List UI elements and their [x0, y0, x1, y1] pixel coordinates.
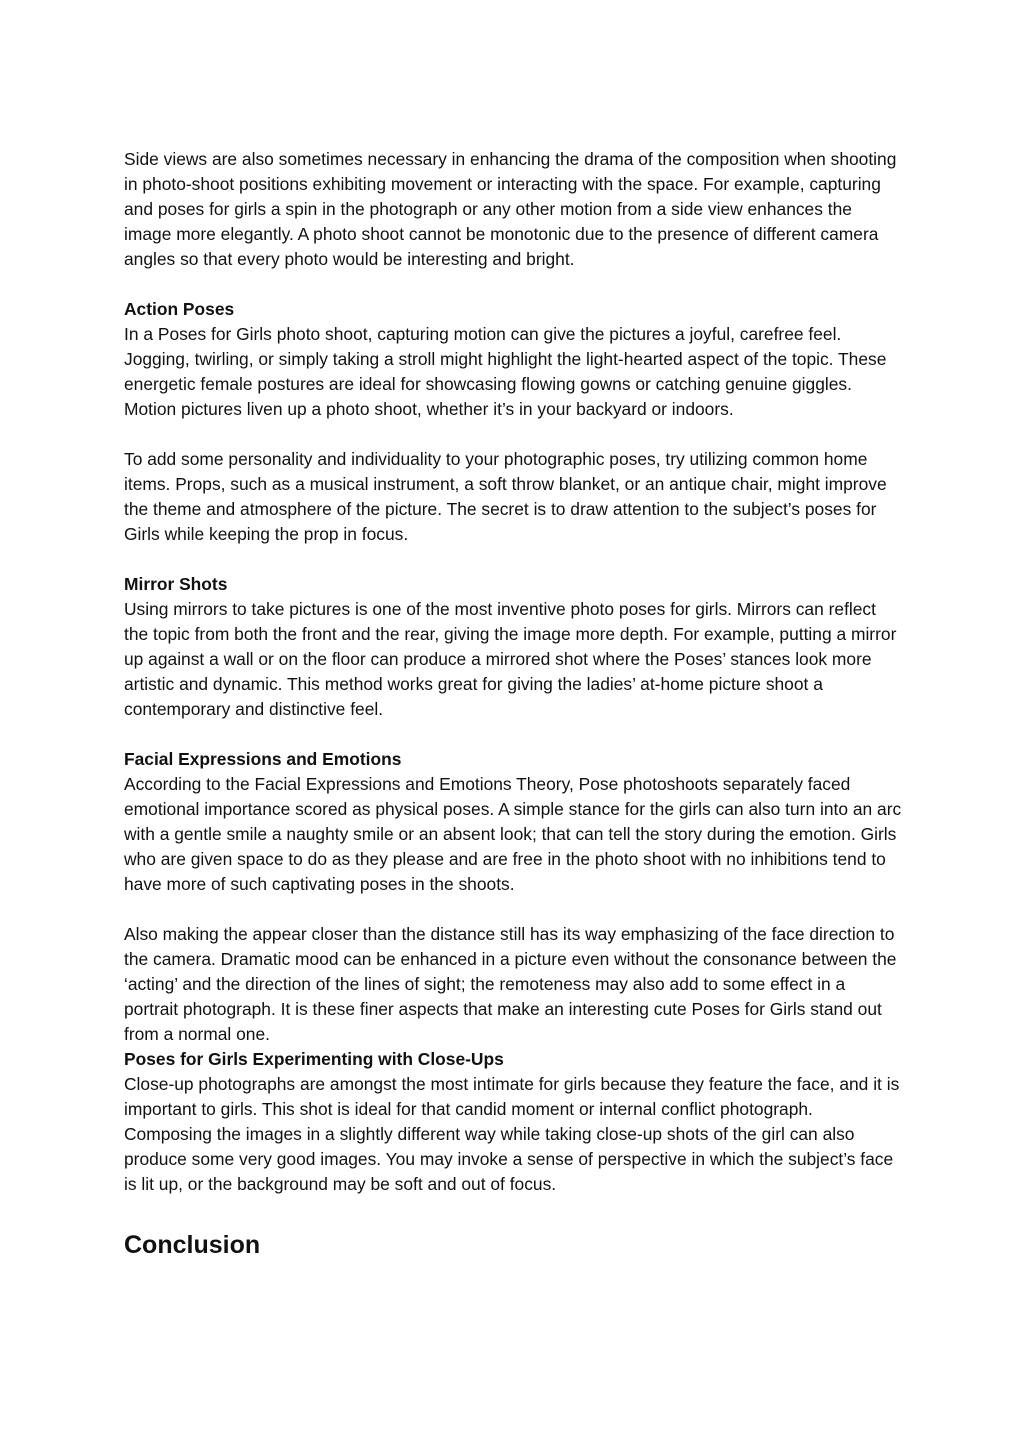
facial-expressions-paragraph-1: According to the Facial Expressions and Emotions Theory, Pose photoshoots separately faced emotional importance scored as physical poses. A simple stance for the girls can also turn into an arc with a gentle smile a naughty smile or an absent look; that can tell the story during the emotion. Girls who are given space to do as they please and are free in the photo shoot with no inhibitions tend to have more of such captivating poses in the shoots. [124, 774, 902, 894]
spacer [124, 897, 904, 922]
intro-paragraph: Side views are also sometimes necessary in enhancing the drama of the composition when shooting in photo-shoot positions exhibiting movement or interacting with the space. For example, capturing and poses for girls a spin in the photograph or any other motion from a side view enhances the image more elegantly. A photo shoot cannot be monotonic due to the presence of different camera angles so that every photo would be interesting and bright. [124, 149, 897, 269]
spacer [124, 722, 904, 747]
close-ups-paragraph: Close-up photographs are amongst the most intimate for girls because they feature the face, and it is important to girls. This shot is ideal for that candid moment or internal conflict photograph. Composing the images in a slightly different way while taking close-up shots of the girl can also produce some very good images. You may invoke a sense of perspective in which the subject’s face is lit up, or the background may be soft and out of focus. [124, 1074, 900, 1194]
section-heading-close-ups: Poses for Girls Experimenting with Close-Ups [124, 1049, 504, 1069]
section-heading-facial-expressions: Facial Expressions and Emotions [124, 749, 402, 769]
section-heading-mirror-shots: Mirror Shots [124, 574, 228, 594]
facial-expressions-paragraph-2: Also making the appear closer than the distance still has its way emphasizing of the face direction to the camera. Dramatic mood can be enhanced in a picture even without the consonance between the ‘acting’ and the direction of the lines of sight; the remoteness may also add to some effect in a portrait photograph. It is these finer aspects that make an interesting cute Poses for Girls stand out from a normal one. [124, 924, 897, 1044]
spacer [124, 547, 904, 572]
spacer [124, 422, 904, 447]
conclusion-heading: Conclusion [124, 1231, 261, 1259]
section-heading-action-poses: Action Poses [124, 299, 235, 319]
document-page [124, 147, 904, 1260]
action-poses-paragraph-2: To add some personality and individuality to your photographic poses, try utilizing common home items. Props, such as a musical instrument, a soft throw blanket, or an antique chair, might improve the theme and atmosphere of the picture. The secret is to draw attention to the subject’s poses for Girls while keeping the prop in focus. [124, 449, 887, 544]
mirror-shots-paragraph: Using mirrors to take pictures is one of the most inventive photo poses for girls. Mirrors can reflect the topic from both the front and the rear, giving the image more depth. For example, putting a mirror up against a wall or on the floor can produce a mirrored shot where the Poses’ stances look more artistic and dynamic. This method works great for giving the ladies’ at-home picture shoot a contemporary and distinctive feel. [124, 599, 897, 719]
action-poses-paragraph-1: In a Poses for Girls photo shoot, capturing motion can give the pictures a joyful, carefree feel. Jogging, twirling, or simply taking a stroll might highlight the light-hearted aspect of the topic. These energetic female postures are ideal for showcasing flowing gowns or catching genuine giggles. Motion pictures liven up a photo shoot, whether it’s in your backyard or indoors. [124, 324, 887, 419]
spacer [124, 272, 904, 297]
